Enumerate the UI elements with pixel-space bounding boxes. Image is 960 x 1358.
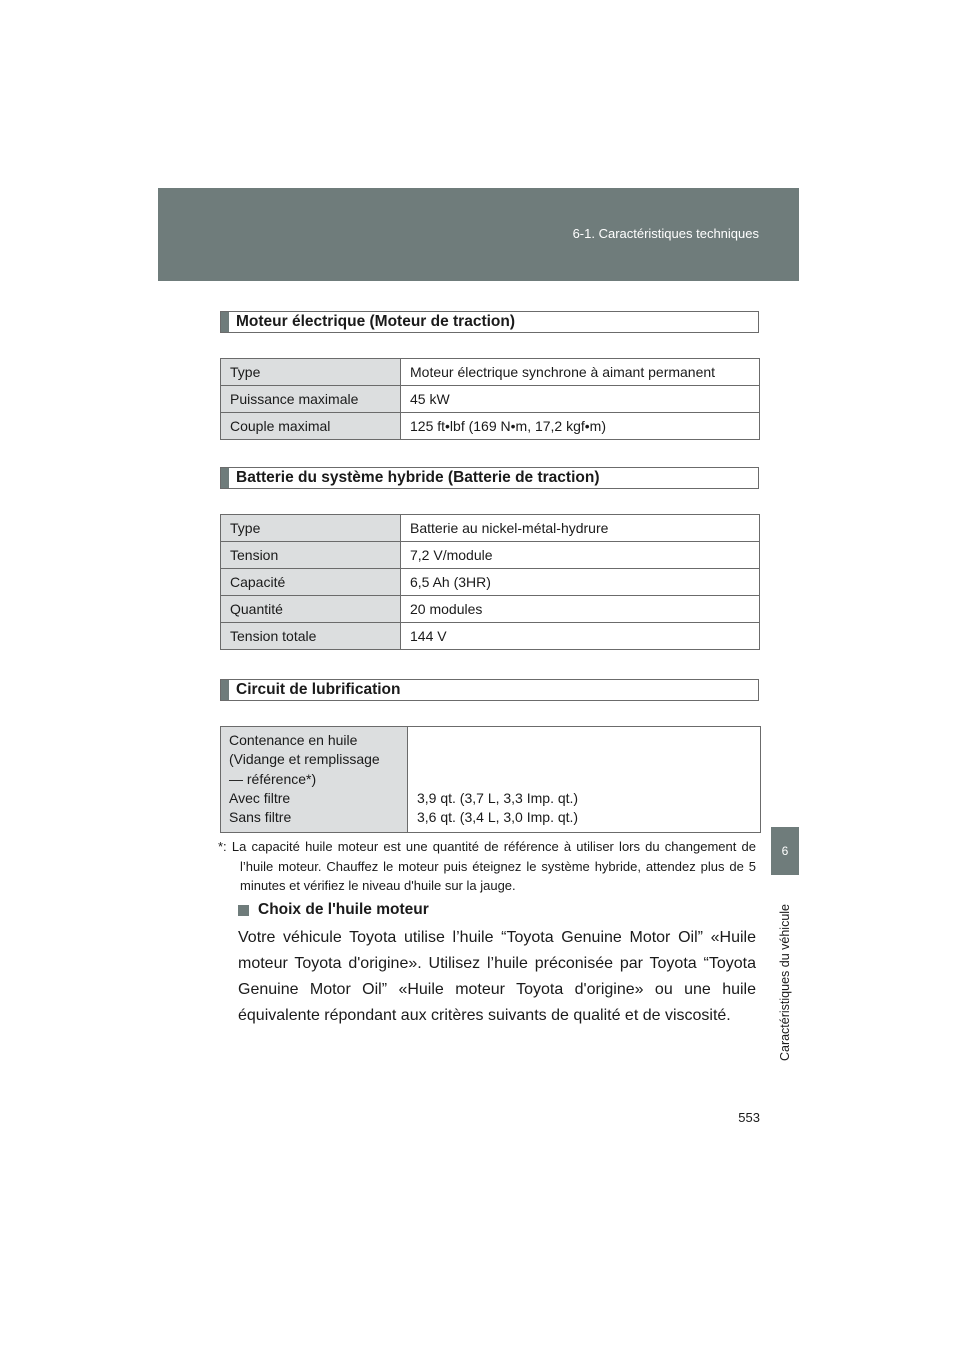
spec-label: Quantité <box>221 596 401 623</box>
motor-title-text: Moteur électrique (Moteur de traction) <box>236 313 516 330</box>
lubrication-section-title <box>220 679 759 701</box>
spec-value: 125 ft•lbf (169 N•m, 17,2 kgf•m) <box>401 413 760 440</box>
spec-value: 20 modules <box>401 596 760 623</box>
spec-label: Couple maximal <box>221 413 401 440</box>
page-number: 553 <box>738 1110 760 1125</box>
label-line: Contenance en huile <box>229 732 358 748</box>
label-line: (Vidange et remplissage <box>229 751 380 768</box>
value-with-filter: 3,9 qt. (3,7 L, 3,3 Imp. qt.) <box>417 790 579 806</box>
oil-capacity-table <box>220 726 761 833</box>
value-without-filter: 3,6 qt. (3,4 L, 3,0 Imp. qt.) <box>417 809 579 826</box>
table-row <box>221 386 760 413</box>
battery-title-text: Batterie du système hybride (Batterie de traction) <box>236 469 600 486</box>
spec-value: 7,2 V/module <box>401 542 760 569</box>
oil-choice-paragraph: Votre véhicule Toyota utilise l’huile “Toyota Genuine Motor Oil” «Huile moteur Toyota d'origine». Utilisez l’huile préconisée par Toyota “Toyota Genuine Motor Oil” «Huile moteur Toyota d'origine» ou une huile équivalente répondant aux critères suivants de qualité et de viscosité. <box>238 929 756 1024</box>
spec-value: Batterie au nickel-métal-hydrure <box>401 515 760 542</box>
header-band <box>158 188 799 281</box>
table-row <box>221 542 760 569</box>
spec-label: Type <box>221 359 401 386</box>
label-line: — référence*) <box>229 770 317 787</box>
oil-choice-heading <box>238 901 429 919</box>
square-bullet-icon <box>238 905 249 916</box>
footnote: *: La capacité huile moteur est une quantité de référence à utiliser lors du changement de l’huile moteur. Chauffez le moteur puis éteignez le système hybride, attendez plus de 5 minutes et vérifiez le niveau d'huile sur la jauge. <box>218 839 756 893</box>
title-accent-bar <box>221 312 229 332</box>
label-line: Avec filtre <box>229 789 291 806</box>
chapter-title-text: Caractéristiques du véhicule <box>778 904 792 1062</box>
spec-value: 6,5 Ah (3HR) <box>401 569 760 596</box>
table-row <box>221 413 760 440</box>
oil-capacity-label <box>221 727 408 833</box>
title-accent-bar <box>221 680 229 700</box>
spec-label: Capacité <box>221 569 401 596</box>
motor-spec-table <box>220 358 760 440</box>
title-accent-bar <box>221 468 229 488</box>
motor-section-title <box>220 311 759 333</box>
spec-label: Tension <box>221 542 401 569</box>
oil-choice-heading-text: Choix de l'huile moteur <box>258 901 429 918</box>
lubrication-title-text: Circuit de lubrification <box>236 681 401 698</box>
spec-value: Moteur électrique synchrone à aimant permanent <box>401 359 760 386</box>
table-row <box>221 623 760 650</box>
chapter-tab-number: 6 <box>771 827 799 875</box>
table-row <box>221 359 760 386</box>
table-row <box>221 569 760 596</box>
spec-label: Type <box>221 515 401 542</box>
spec-label: Tension totale <box>221 623 401 650</box>
spec-value: 45 kW <box>401 386 760 413</box>
spec-value: 144 V <box>401 623 760 650</box>
section-label: 6-1. Caractéristiques techniques <box>572 226 759 241</box>
chapter-tab-title <box>771 878 799 1088</box>
battery-section-title <box>220 467 759 489</box>
oil-capacity-values <box>408 727 761 833</box>
table-row <box>221 515 760 542</box>
label-line: Sans filtre <box>229 809 292 826</box>
table-row <box>221 596 760 623</box>
battery-spec-table <box>220 514 760 650</box>
spec-label: Puissance maximale <box>221 386 401 413</box>
table-row <box>221 727 761 833</box>
